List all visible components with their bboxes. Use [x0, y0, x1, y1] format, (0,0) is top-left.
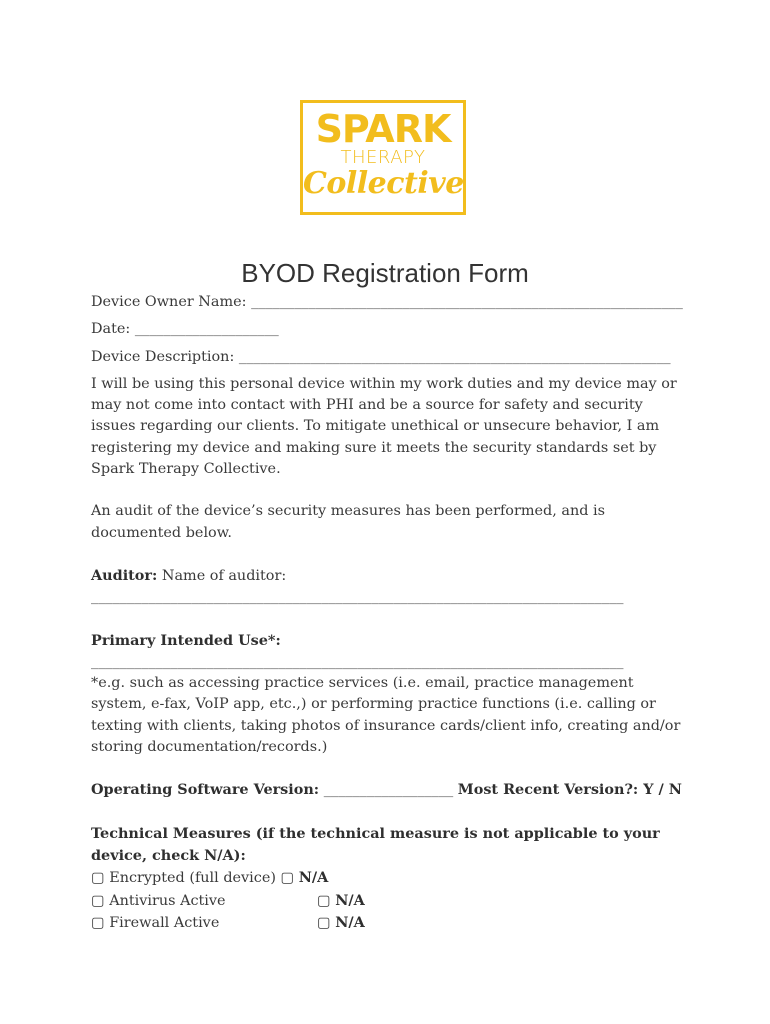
measure-row-encrypted: [91, 867, 691, 889]
recent-version-label[interactable]: Most Recent Version?: Y / N: [457, 781, 682, 799]
primary-use-label: Primary Intended Use*:: [91, 631, 281, 649]
primary-use-row: [91, 630, 691, 652]
antivirus-checkbox[interactable]: ▢: [91, 892, 105, 909]
measure-row-firewall: [91, 912, 691, 934]
device-description-label: Device Description:: [91, 348, 235, 365]
firewall-na-label: N/A: [335, 913, 365, 931]
device-description-row: [91, 347, 691, 368]
antivirus-label: Antivirus Active: [109, 892, 226, 909]
tech-heading: [91, 823, 691, 868]
firewall-cell: [91, 913, 317, 934]
auditor-label: Auditor:: [91, 566, 158, 584]
logo-spark: SPARK: [315, 107, 451, 151]
firewall-label: Firewall Active: [109, 914, 220, 931]
spark-therapy-logo: [300, 100, 466, 215]
intro-paragraph: I will be using this personal device within my work duties and my device may or may not come into contact with PHI and be a source for safety and security issues regarding our clients. To mitigate unethical or unsecure behavior, I am registering my device and making sure it meets the security standards set by Spark Therapy Collective.: [91, 375, 677, 478]
measure-row-antivirus: [91, 890, 691, 912]
os-field[interactable]: __________________: [323, 782, 454, 799]
form-body: [91, 292, 691, 934]
encrypted-label: Encrypted (full device): [109, 870, 276, 887]
date-row: [91, 319, 691, 340]
date-label: Date:: [91, 321, 131, 338]
primary-use-field[interactable]: __________________________________________________________________________: [91, 653, 624, 670]
form-title: BYOD Registration Form: [241, 258, 529, 288]
encrypted-na-checkbox[interactable]: ▢: [280, 870, 295, 887]
antivirus-na-label: N/A: [335, 891, 365, 909]
owner-name-field[interactable]: ____________________________________________________________: [251, 294, 683, 310]
encrypted-na-label: N/A: [298, 869, 329, 887]
logo-therapy: THERAPY: [340, 147, 426, 168]
firewall-checkbox[interactable]: ▢: [91, 914, 105, 931]
date-field[interactable]: ____________________: [134, 321, 279, 338]
auditor-field[interactable]: __________________________________________________________________________: [91, 589, 624, 606]
antivirus-cell: [91, 891, 317, 912]
encrypted-checkbox[interactable]: ▢: [91, 870, 105, 887]
owner-name-row: [91, 292, 691, 313]
logo-collective: Collective: [303, 166, 464, 201]
os-label: Operating Software Version:: [91, 781, 320, 799]
device-description-field[interactable]: ____________________________________________________________: [238, 348, 671, 365]
auditor-placeholder: Name of auditor:: [161, 567, 287, 584]
audit-paragraph: An audit of the device’s security measures has been performed, and is documented below.: [91, 503, 605, 541]
antivirus-na-checkbox[interactable]: ▢: [317, 892, 331, 909]
tech-heading-text: Technical Measures (if the technical measure is not applicable to your device, check N/A):: [91, 824, 660, 864]
primary-use-note: *e.g. such as accessing practice services (i.e. email, practice management system, e-fax, VoIP app, etc.,) or performing practice functions (i.e. calling or texting with clients, taking photos of insurance cards/client info, creating and/or storing documentation/records.): [91, 675, 681, 756]
owner-name-label: Device Owner Name:: [91, 294, 247, 310]
auditor-row: [91, 565, 691, 587]
os-row: [91, 779, 691, 801]
firewall-na-checkbox[interactable]: ▢: [317, 914, 331, 931]
